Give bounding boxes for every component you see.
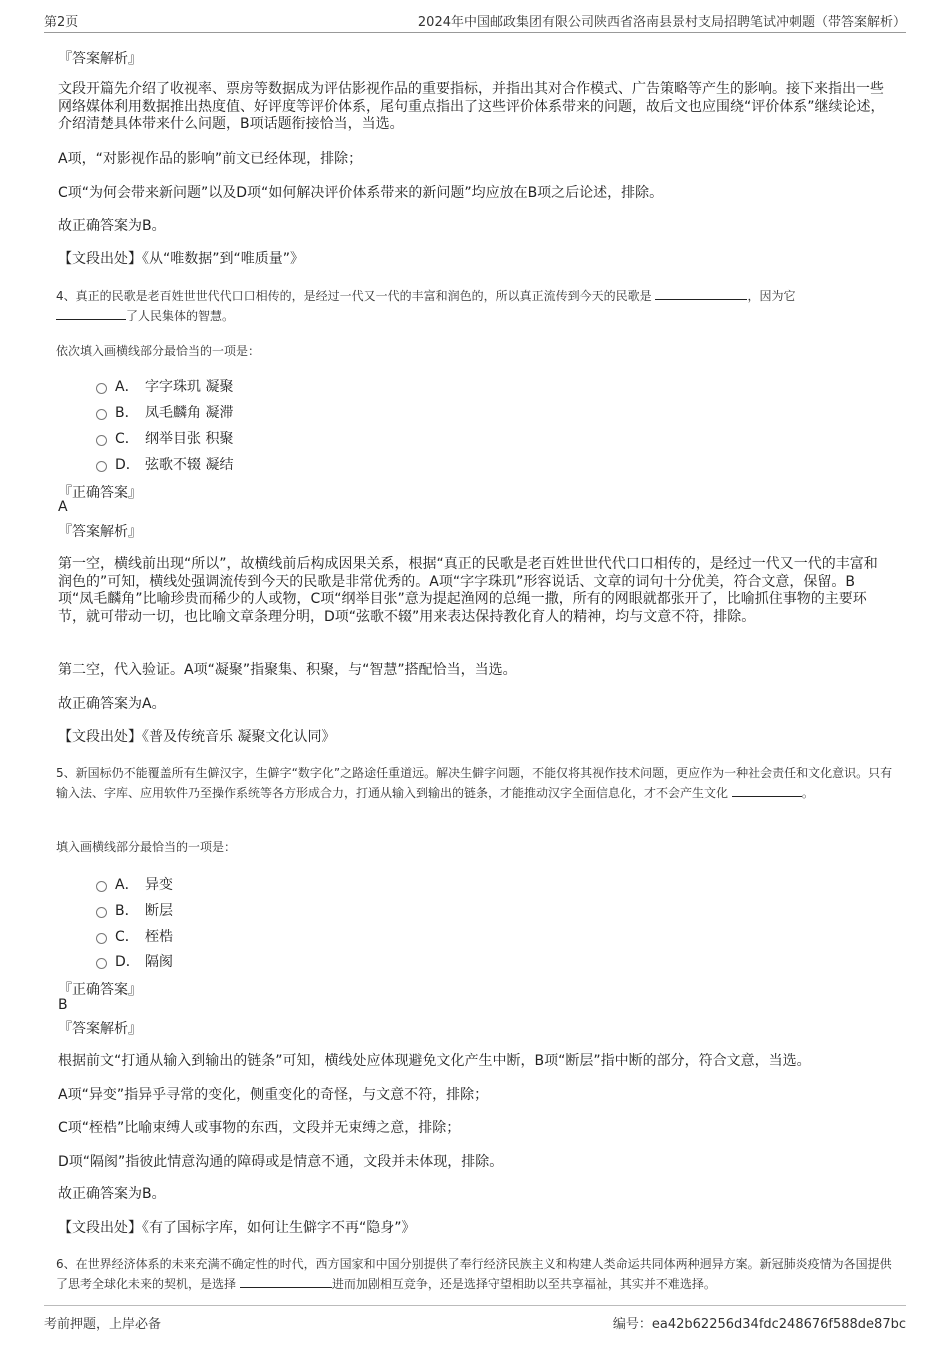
option-text: 纲举目张 积聚 — [145, 431, 234, 447]
analysis-paragraph: A项“异变”指异乎寻常的变化，侧重变化的奇怪，与文意不符，排除； — [58, 1087, 489, 1103]
option-b[interactable] — [96, 402, 233, 422]
stem-text: 了人民集体的智慧。 — [126, 309, 235, 323]
source-citation: 【文段出处】《从“唯数据”到“唯质量”》 — [58, 251, 305, 267]
analysis-paragraph: 故正确答案为A。 — [58, 696, 166, 712]
analysis-paragraph: C项“桎梏”比喻束缚人或事物的东西，文段并无束缚之意，排除； — [58, 1120, 461, 1136]
analysis-paragraph: A项，“对影视作品的影响”前文已经体现，排除； — [58, 151, 363, 167]
stem-text: 6、在世界经济体系的未来充满不确定性的时代，西方国家和中国分别提供了奉行经济民族主义和构建人类命运共同体两种迥异方案。新冠肺炎疫情为各国提供了思考全球化未来的契机，是选择 — [56, 1257, 892, 1291]
option-text: 凤毛麟角 凝滞 — [145, 405, 234, 421]
radio-icon[interactable] — [96, 958, 107, 969]
option-d[interactable] — [96, 454, 233, 474]
stem-text: 进而加剧相互竞争，还是选择守望相助以至共享福祉，其实并不难选择。 — [331, 1277, 716, 1291]
option-letter: C． — [115, 929, 139, 945]
option-d[interactable] — [96, 951, 173, 971]
radio-icon[interactable] — [96, 907, 107, 918]
analysis-paragraph: D项“隔阂”指彼此情意沟通的障碍或是情意不通，文段并未体现，排除。 — [58, 1154, 504, 1170]
document-id: 编号：ea42b62256d34fdc248676f588de87bc — [612, 1317, 906, 1332]
footer-divider — [44, 1305, 906, 1306]
option-letter: D． — [115, 457, 140, 473]
correct-answer: B — [58, 997, 68, 1013]
analysis-paragraph: 根据前文“打通从输入到输出的链条”可知，横线处应体现避免文化产生中断，B项“断层”指中断的部分，符合文意，当选。 — [58, 1053, 811, 1069]
question-prompt: 依次填入画横线部分最恰当的一项是： — [56, 344, 261, 358]
stem-text: ，因为它 — [747, 289, 796, 303]
option-a[interactable] — [96, 874, 173, 894]
analysis-paragraph: 故正确答案为B。 — [58, 218, 166, 234]
option-text: 字字珠玑 凝聚 — [145, 379, 234, 395]
correct-answer-label: 『正确答案』 — [58, 485, 142, 501]
option-letter: B． — [115, 903, 139, 919]
option-letter: A． — [115, 877, 139, 893]
page-number: 第2页 — [44, 15, 79, 30]
radio-icon[interactable] — [96, 409, 107, 420]
stem-text: 。 — [801, 786, 814, 800]
answer-blank — [732, 784, 802, 797]
source-citation: 【文段出处】《有了国标字库，如何让生僻字不再“隐身”》 — [58, 1220, 416, 1236]
option-b[interactable] — [96, 900, 173, 920]
radio-icon[interactable] — [96, 435, 107, 446]
analysis-paragraph: 故正确答案为B。 — [58, 1186, 166, 1202]
option-letter: D． — [115, 954, 140, 970]
analysis-label: 『答案解析』 — [58, 1021, 142, 1037]
header-divider — [44, 32, 906, 33]
analysis-paragraph: 第一空，横线前出现“所以”，故横线前后构成因果关系，根据“真正的民歌是老百姓世世代代口口相传的，是经过一代又一代的丰富和润色的”可知，横线处强调流传到今天的民歌是非常优秀的。A项“字字珠玑”形容说话、文章的词句十分优美，符合文意，保留。B项“凤毛麟角”比喻珍贵而稀少的人或物，C项“纲举目张”意为提起渔网的总绳一撒，所有的网眼就都张开了，比喻抓住事物的主要环节，就可带动一切，也比喻文章条理分明，D项“弦歌不辍”用来表达保持教化育人的精神，均与文意不符，排除。 — [58, 556, 878, 625]
radio-icon[interactable] — [96, 881, 107, 892]
option-text: 隔阂 — [145, 954, 173, 970]
question-6-stem — [56, 1254, 896, 1294]
question-4-stem — [56, 286, 896, 326]
analysis-paragraph: C项“为何会带来新问题”以及D项“如何解决评价体系带来的新问题”均应放在B项之后论述，排除。 — [58, 185, 664, 201]
option-letter: B． — [115, 405, 139, 421]
stem-text: 5、新国标仍不能覆盖所有生僻汉字，生僻字“数字化”之路途任重道远。解决生僻字问题，不能仅将其视作技术问题，更应作为一种社会责任和文化意识。只有输入法、字库、应用软件乃至操作系统等各方形成合力，打通从输入到输出的链条，才能推动汉字全面信息化，才不会产生文化 — [56, 766, 893, 800]
option-c[interactable] — [96, 926, 173, 946]
option-letter: C． — [115, 431, 139, 447]
analysis-paragraph: 第二空，代入验证。A项“凝聚”指聚集、积聚，与“智慧”搭配恰当，当选。 — [58, 662, 517, 678]
correct-answer-label: 『正确答案』 — [58, 982, 142, 998]
option-text: 断层 — [145, 903, 173, 919]
option-c[interactable] — [96, 428, 233, 448]
analysis-label: 『答案解析』 — [58, 51, 142, 67]
analysis-label: 『答案解析』 — [58, 524, 142, 540]
answer-blank — [56, 307, 126, 320]
option-text: 弦歌不辍 凝结 — [145, 457, 234, 473]
option-text: 异变 — [145, 877, 173, 893]
question-5-stem — [56, 763, 896, 803]
radio-icon[interactable] — [96, 461, 107, 472]
radio-icon[interactable] — [96, 383, 107, 394]
option-letter: A． — [115, 379, 139, 395]
question-prompt: 填入画横线部分最恰当的一项是： — [56, 840, 237, 854]
option-text: 桎梏 — [145, 929, 173, 945]
option-a[interactable] — [96, 376, 233, 396]
document-title: 2024年中国邮政集团有限公司陕西省洛南县景村支局招聘笔试冲刺题（带答案解析） — [417, 15, 906, 30]
footer-slogan: 考前押题，上岸必备 — [44, 1317, 162, 1332]
source-citation: 【文段出处】《普及传统音乐 凝聚文化认同》 — [58, 729, 336, 745]
answer-blank — [655, 287, 747, 300]
stem-text: 4、真正的民歌是老百姓世世代代口口相传的，是经过一代又一代的丰富和润色的，所以真正流传到今天的民歌是 — [56, 289, 652, 303]
radio-icon[interactable] — [96, 933, 107, 944]
correct-answer: A — [58, 499, 68, 515]
answer-blank — [240, 1275, 332, 1288]
analysis-paragraph: 文段开篇先介绍了收视率、票房等数据成为评估影视作品的重要指标，并指出其对合作模式、广告策略等产生的影响。接下来指出一些网络媒体利用数据推出热度值、好评度等评价体系，尾句重点指出了这些评价体系带来的问题，故后文也应围绕“评价体系”继续论述，介绍清楚具体带来什么问题，B项话题衔接恰当，当选。 — [58, 81, 885, 133]
